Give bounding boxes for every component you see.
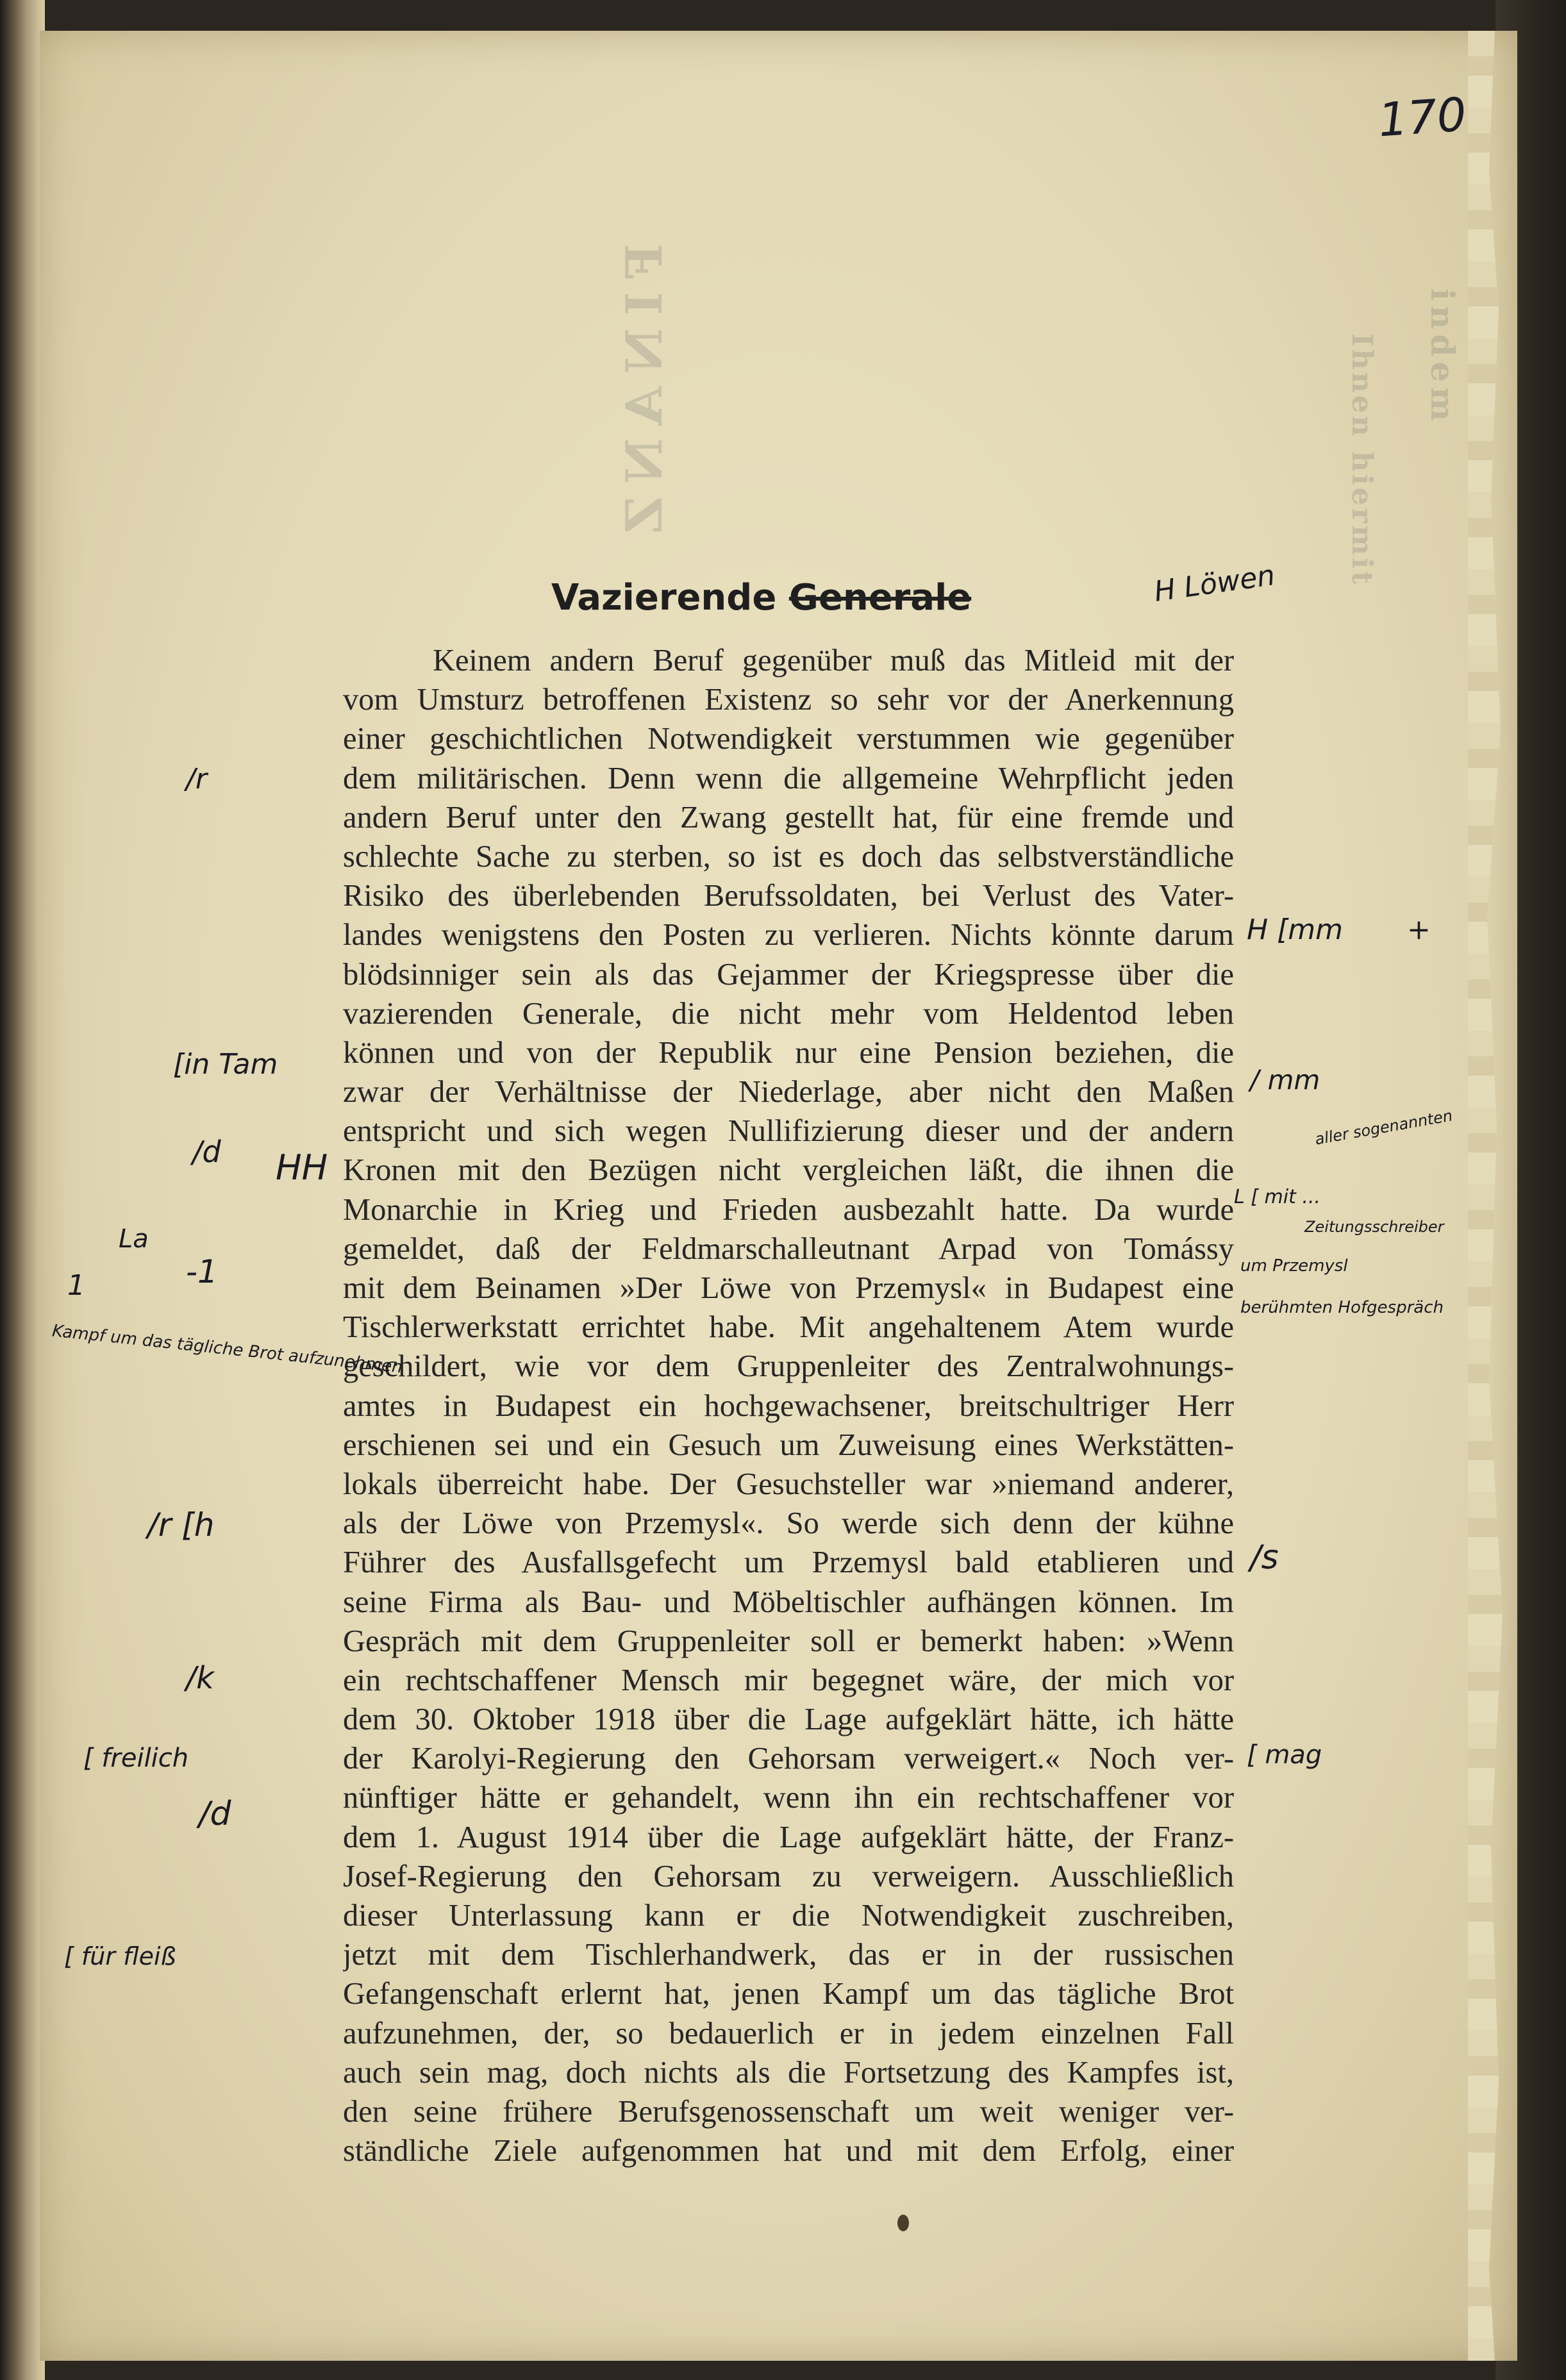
body-line: aufzunehmen, der, so bedauerlich er in jedem einzelnen Fall: [343, 2016, 1234, 2051]
body-line: lokals überreicht habe. Der Gesuchsteller war »niemand anderer,: [343, 1467, 1234, 1501]
body-line: landes wenigstens den Posten zu verlieren. Nichts könnte darum: [343, 918, 1234, 953]
margin-note-right: um Przemysl: [1240, 1256, 1348, 1276]
bleed-through-text-1: FINANZ: [615, 244, 674, 546]
margin-note-right: /s: [1250, 1538, 1279, 1577]
article-title: [551, 577, 1064, 635]
margin-note-right: +: [1407, 913, 1431, 946]
body-line: jetzt mit dem Tischlerhandwerk, das er in der russischen: [343, 1938, 1234, 1972]
body-line: entspricht und sich wegen Nullifizierung dieser und der andern: [343, 1114, 1234, 1149]
body-line: Führer des Ausfallsgefecht um Przemysl bald etablieren und: [343, 1545, 1234, 1580]
body-line: Gespräch mit dem Gruppenleiter soll er bemerkt haben: »Wenn: [343, 1624, 1234, 1658]
body-text: [343, 641, 1234, 2170]
body-line: erschienen sei und ein Gesuch um Zuweisung eines Werkstätten-: [343, 1427, 1234, 1462]
margin-note-left: 1: [67, 1269, 85, 1302]
margin-note-right: H [mm: [1247, 913, 1343, 946]
bleed-through-text-3: Ihnen hiermit: [1345, 333, 1378, 587]
body-line: dieser Unterlassung kann er die Notwendigkeit zuschreiben,: [343, 1899, 1234, 1933]
body-line: dem militärischen. Denn wenn die allgemeine Wehrpflicht jeden: [343, 761, 1234, 795]
body-line: auch sein mag, doch nichts als die Fortsetzung des Kampfes ist,: [343, 2055, 1234, 2090]
margin-note-right: / mm: [1250, 1064, 1320, 1095]
body-line: vazierenden Generale, die nicht mehr vom Heldentod leben: [343, 996, 1234, 1031]
body-line: der Karolyi-Regierung den Gehorsam verweigert.« Noch ver-: [343, 1742, 1234, 1776]
body-line: ein rechtschaffener Mensch mir begegnet wäre, der mich vor: [343, 1663, 1234, 1697]
margin-note-right: Zeitungsschreiber: [1304, 1218, 1444, 1236]
margin-note-left: [in Tam: [173, 1048, 278, 1081]
body-line: schlechte Sache zu sterben, so ist es doch das selbstverständliche: [343, 839, 1234, 874]
ink-stain: [897, 2215, 909, 2231]
body-line: amtes in Budapest ein hochgewachsener, breitschultriger Herr: [343, 1388, 1234, 1423]
body-line: als der Löwe von Przemysl«. So werde sich denn der kühne: [343, 1506, 1234, 1541]
bleed-through-text-2: indem: [1424, 288, 1462, 427]
body-line: nünftiger hätte er gehandelt, wenn ihn ein rechtschaffener vor: [343, 1781, 1234, 1815]
body-line: zwar der Verhältnisse der Niederlage, aber nicht den Maßen: [343, 1075, 1234, 1110]
body-line: den seine frühere Berufsgenossenschaft um weit weniger ver-: [343, 2094, 1234, 2129]
body-line: Gefangenschaft erlernt hat, jenen Kampf um das tägliche Brot: [343, 1977, 1234, 2011]
body-line: Kronen mit den Bezügen nicht vergleichen läßt, die ihnen die: [343, 1153, 1234, 1188]
margin-note-left: [ freilich: [83, 1743, 189, 1773]
title-struck-word: Generale: [788, 577, 972, 619]
margin-note-left: -1: [186, 1253, 218, 1290]
body-line: können und von der Republik nur eine Pension beziehen, die: [343, 1035, 1234, 1070]
body-line: Tischlerwerkstatt errichtet habe. Mit angehaltenem Atem wurde: [343, 1310, 1234, 1345]
body-line: andern Beruf unter den Zwang gestellt hat, für eine fremde und: [343, 800, 1234, 835]
body-line: geschildert, wie vor dem Gruppenleiter des Zentralwohnungs-: [343, 1349, 1234, 1384]
body-line: Josef-Regierung den Gehorsam zu verweigern. Ausschließlich: [343, 1859, 1234, 1893]
margin-note-right: aller sogenannten: [1313, 1106, 1454, 1149]
margin-note-left: La: [119, 1224, 149, 1254]
body-line: Risiko des überlebenden Berufssoldaten, bei Verlust des Vater-: [343, 879, 1234, 913]
margin-note-left: /d: [199, 1795, 231, 1833]
body-line: mit dem Beinamen »Der Löwe von Przemysl« in Budapest eine: [343, 1271, 1234, 1305]
margin-note-right: berühmten Hofgespräch: [1240, 1298, 1444, 1317]
margin-note-left: /r [h: [147, 1506, 215, 1544]
margin-note-left: /k: [186, 1660, 214, 1696]
body-line: Keinem andern Beruf gegenüber muß das Mitleid mit der: [433, 644, 1234, 678]
page-number: 170: [1376, 87, 1469, 147]
margin-note-left: /d: [192, 1135, 221, 1169]
margin-note-left: [ für fleiß: [64, 1942, 176, 1970]
title-word: Vazierende: [551, 577, 777, 619]
body-line: ständliche Ziele aufgenommen hat und mit dem Erfolg, einer: [343, 2134, 1234, 2168]
margin-note-left: Kampf um das tägliche Brot aufzunehmen: [51, 1321, 404, 1377]
body-line: blödsinniger sein als das Gejammer der Kriegspresse über die: [343, 957, 1234, 992]
book-binding: [0, 0, 45, 2380]
margin-note-left: /r: [186, 763, 207, 795]
body-line: seine Firma als Bau- und Möbeltischler aufhängen können. Im: [343, 1585, 1234, 1619]
body-line: gemeldet, daß der Feldmarschalleutnant Arpad von Tomássy: [343, 1231, 1234, 1266]
body-line: dem 30. Oktober 1918 über die Lage aufgeklärt hätte, ich hätte: [343, 1702, 1234, 1737]
body-line: dem 1. August 1914 über die Lage aufgeklärt hätte, der Franz-: [343, 1820, 1234, 1854]
body-line: einer geschichtlichen Notwendigkeit verstummen wie gegenüber: [343, 722, 1234, 756]
margin-note-right: [ mag: [1247, 1740, 1322, 1770]
margin-note-right: L [ mit ...: [1234, 1186, 1320, 1208]
margin-note-left: HH: [276, 1147, 328, 1188]
title-margin-note: H Löwen: [1152, 559, 1278, 608]
body-line: vom Umsturz betroffenen Existenz so sehr vor der Anerkennung: [343, 683, 1234, 717]
body-line: Monarchie in Krieg und Frieden ausbezahlt hatte. Da wurde: [343, 1192, 1234, 1227]
